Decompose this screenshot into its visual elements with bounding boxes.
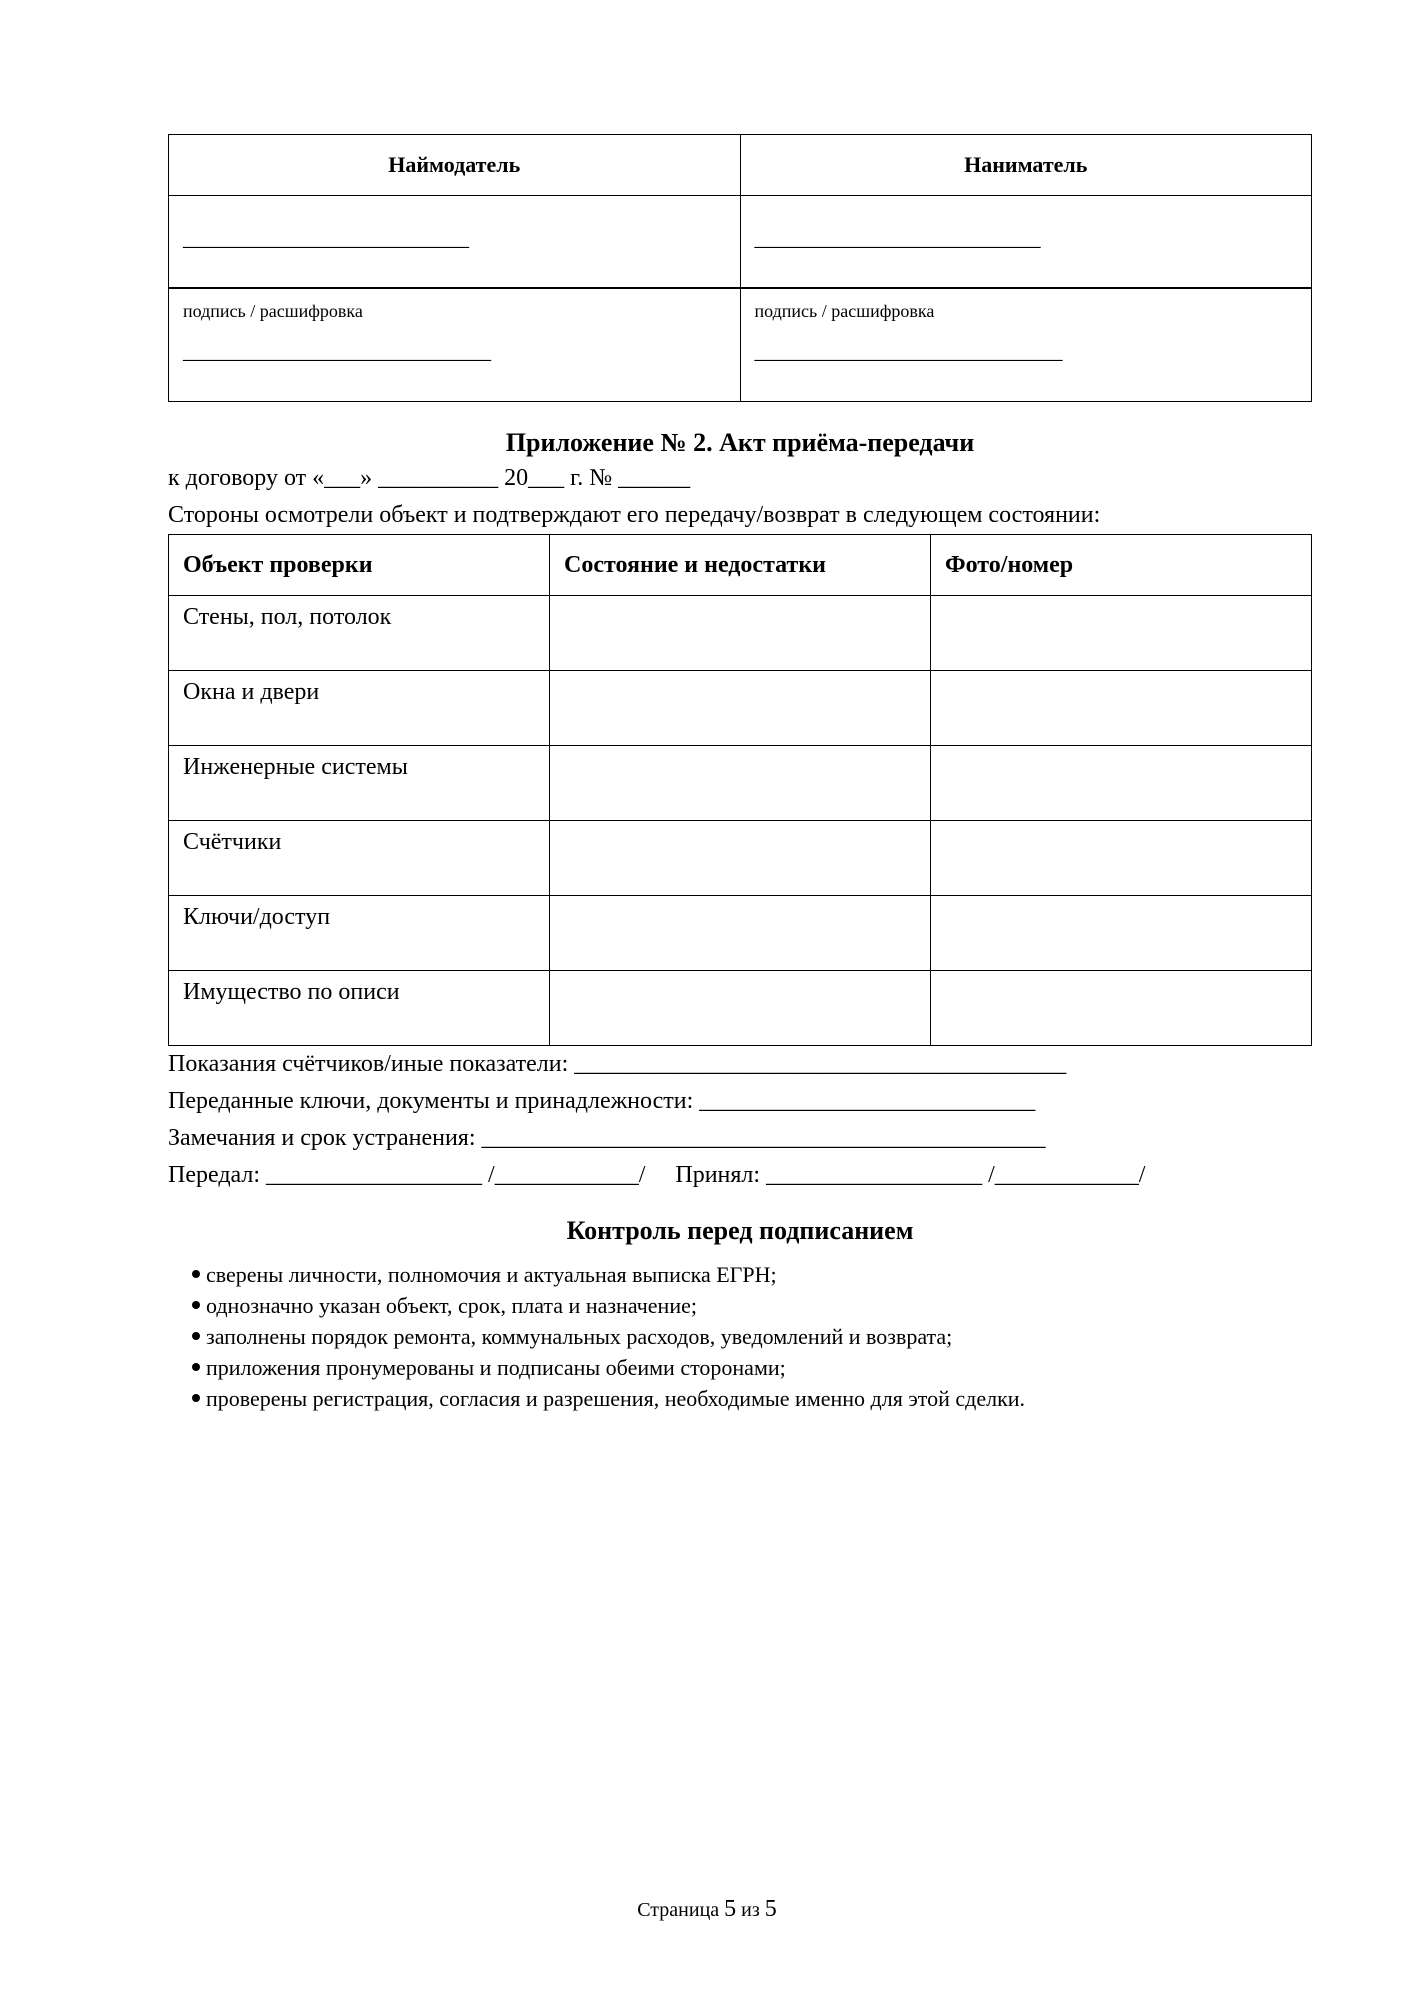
landlord-name-cell xyxy=(169,196,741,289)
landlord-signature-caption: подпись / расшифровка xyxy=(183,301,363,321)
row-object-label: Окна и двери xyxy=(183,679,320,705)
list-item xyxy=(192,1321,1312,1352)
tenant-name-cell xyxy=(740,196,1312,289)
contract-reference: к договору от «___» __________ 20___ г. № ______ xyxy=(168,465,691,491)
row-object-cell xyxy=(169,971,550,1046)
row-condition-cell xyxy=(550,671,931,746)
of-word: из xyxy=(741,1899,760,1921)
row-object-cell xyxy=(169,896,550,971)
list-item xyxy=(192,1290,1312,1321)
row-photo-cell xyxy=(931,821,1312,896)
row-object-label: Инженерные системы xyxy=(183,754,408,780)
row-object-cell xyxy=(169,746,550,821)
row-object-label: Ключи/доступ xyxy=(183,904,331,930)
row-photo-cell xyxy=(931,596,1312,671)
table-row xyxy=(169,821,1312,896)
list-item-text: приложения пронумерованы и подписаны обеими сторонами; xyxy=(206,1355,786,1380)
current-page-number: 5 xyxy=(724,1896,737,1922)
landlord-signature-cell xyxy=(169,288,741,402)
list-item-text: заполнены порядок ремонта, коммунальных расходов, уведомлений и возврата; xyxy=(206,1324,953,1349)
row-photo-cell xyxy=(931,671,1312,746)
keys-documents-field: Переданные ключи, документы и принадлежности: ____________________________ xyxy=(168,1088,1036,1114)
bullet-icon xyxy=(192,1301,200,1309)
signature-table xyxy=(168,134,1312,402)
row-object-label: Стены, пол, потолок xyxy=(183,604,392,630)
landlord-name-line: __________________________ xyxy=(183,225,469,250)
column-header-object: Объект проверки xyxy=(169,535,550,596)
control-title: Контроль перед подписанием xyxy=(566,1216,914,1245)
appendix-title: Приложение № 2. Акт приёма-передачи xyxy=(505,428,975,457)
row-photo-cell xyxy=(931,896,1312,971)
inspection-table xyxy=(168,534,1312,1046)
table-row xyxy=(169,596,1312,671)
table-row xyxy=(169,896,1312,971)
handover-fields xyxy=(168,1046,1312,1194)
bullet-icon xyxy=(192,1394,200,1402)
bullet-icon xyxy=(192,1270,200,1278)
row-condition-cell xyxy=(550,971,931,1046)
row-object-label: Имущество по описи xyxy=(183,979,400,1005)
list-item xyxy=(192,1259,1312,1290)
list-item xyxy=(192,1383,1312,1414)
list-item-text: однозначно указан объект, срок, плата и назначение; xyxy=(206,1293,697,1318)
row-object-cell xyxy=(169,821,550,896)
tenant-signature-caption: подпись / расшифровка xyxy=(754,301,935,321)
total-pages-number: 5 xyxy=(764,1896,777,1922)
row-photo-cell xyxy=(931,971,1312,1046)
row-condition-cell xyxy=(550,821,931,896)
row-object-cell xyxy=(169,596,550,671)
landlord-header: Наймодатель xyxy=(169,135,741,196)
row-object-cell xyxy=(169,671,550,746)
remarks-field: Замечания и срок устранения: _______________________________________________ xyxy=(168,1125,1046,1151)
column-header-photo: Фото/номер xyxy=(931,535,1312,596)
page-footer xyxy=(0,1896,1414,1923)
tenant-signature-cell xyxy=(740,288,1312,402)
tenant-name-line: __________________________ xyxy=(754,225,1041,250)
table-row xyxy=(169,671,1312,746)
row-object-label: Счётчики xyxy=(183,829,282,855)
list-item-text: проверены регистрация, согласия и разрешения, необходимые именно для этой сделки. xyxy=(206,1386,1026,1411)
row-condition-cell xyxy=(550,896,931,971)
handover-signatures: Передал: __________________ /____________/ Принял: __________________ /____________/ xyxy=(168,1162,1146,1188)
list-item xyxy=(192,1352,1312,1383)
bullet-icon xyxy=(192,1363,200,1371)
page-word: Страница xyxy=(637,1899,720,1921)
list-item-text: сверены личности, полномочия и актуальная выписка ЕГРН; xyxy=(206,1262,777,1287)
row-condition-cell xyxy=(550,596,931,671)
control-checklist xyxy=(192,1259,1312,1414)
row-photo-cell xyxy=(931,746,1312,821)
landlord-signature-line: ____________________________ xyxy=(183,338,491,363)
row-condition-cell xyxy=(550,746,931,821)
document-page xyxy=(168,134,1312,1414)
column-header-condition: Состояние и недостатки xyxy=(550,535,931,596)
bullet-icon xyxy=(192,1332,200,1340)
tenant-header: Наниматель xyxy=(740,135,1312,196)
table-row xyxy=(169,971,1312,1046)
table-row xyxy=(169,746,1312,821)
tenant-signature-line: ____________________________ xyxy=(754,338,1063,363)
meter-readings-field: Показания счётчиков/иные показатели: _________________________________________ xyxy=(168,1051,1067,1077)
appendix-intro: Стороны осмотрели объект и подтверждают его передачу/возврат в следующем состоянии: xyxy=(168,502,1101,528)
